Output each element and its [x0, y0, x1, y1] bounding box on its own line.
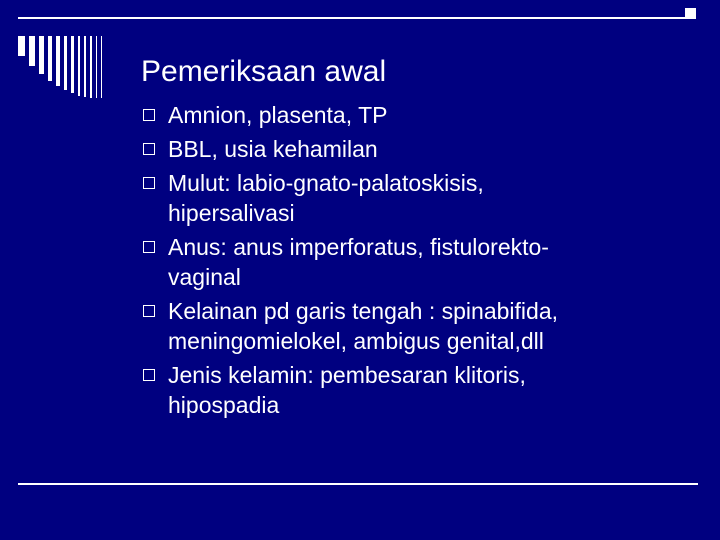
top-decorative-rule — [18, 17, 696, 19]
bullet-item — [141, 296, 701, 356]
bullet-line: vaginal — [168, 264, 241, 290]
hollow-square-icon — [143, 109, 155, 121]
bullet-line: Mulut: labio-gnato-palatoskisis, — [168, 170, 484, 196]
bullet-text — [168, 232, 701, 292]
bullet-line: hipospadia — [168, 392, 280, 418]
bullet-item — [141, 360, 701, 420]
corner-square-decoration — [685, 8, 696, 19]
hollow-square-icon — [143, 241, 155, 253]
bullet-line: Kelainan pd garis tengah : spinabifida, — [168, 298, 559, 324]
bullet-text — [168, 360, 701, 420]
bullet-line: meningomielokel, ambigus genital,dll — [168, 328, 544, 354]
hollow-square-icon — [143, 177, 155, 189]
bottom-decorative-rule — [18, 483, 698, 485]
hollow-square-icon — [143, 369, 155, 381]
bullet-line: Amnion, plasenta, TP — [168, 102, 388, 128]
vertical-stripes-decoration — [18, 36, 128, 98]
slide-title: Pemeriksaan awal — [141, 55, 387, 88]
bullet-text — [168, 100, 701, 130]
bullet-item — [141, 100, 701, 130]
bullet-item — [141, 232, 701, 292]
bullet-line: BBL, usia kehamilan — [168, 136, 378, 162]
bullet-item — [141, 134, 701, 164]
hollow-square-icon — [143, 305, 155, 317]
bullet-text — [168, 296, 701, 356]
bullet-list — [141, 100, 701, 424]
bullet-item — [141, 168, 701, 228]
hollow-square-icon — [143, 143, 155, 155]
bullet-line: hipersalivasi — [168, 200, 295, 226]
bullet-line: Anus: anus imperforatus, fistulorekto- — [168, 234, 549, 260]
bullet-line: Jenis kelamin: pembesaran klitoris, — [168, 362, 526, 388]
bullet-text — [168, 168, 701, 228]
bullet-text — [168, 134, 701, 164]
